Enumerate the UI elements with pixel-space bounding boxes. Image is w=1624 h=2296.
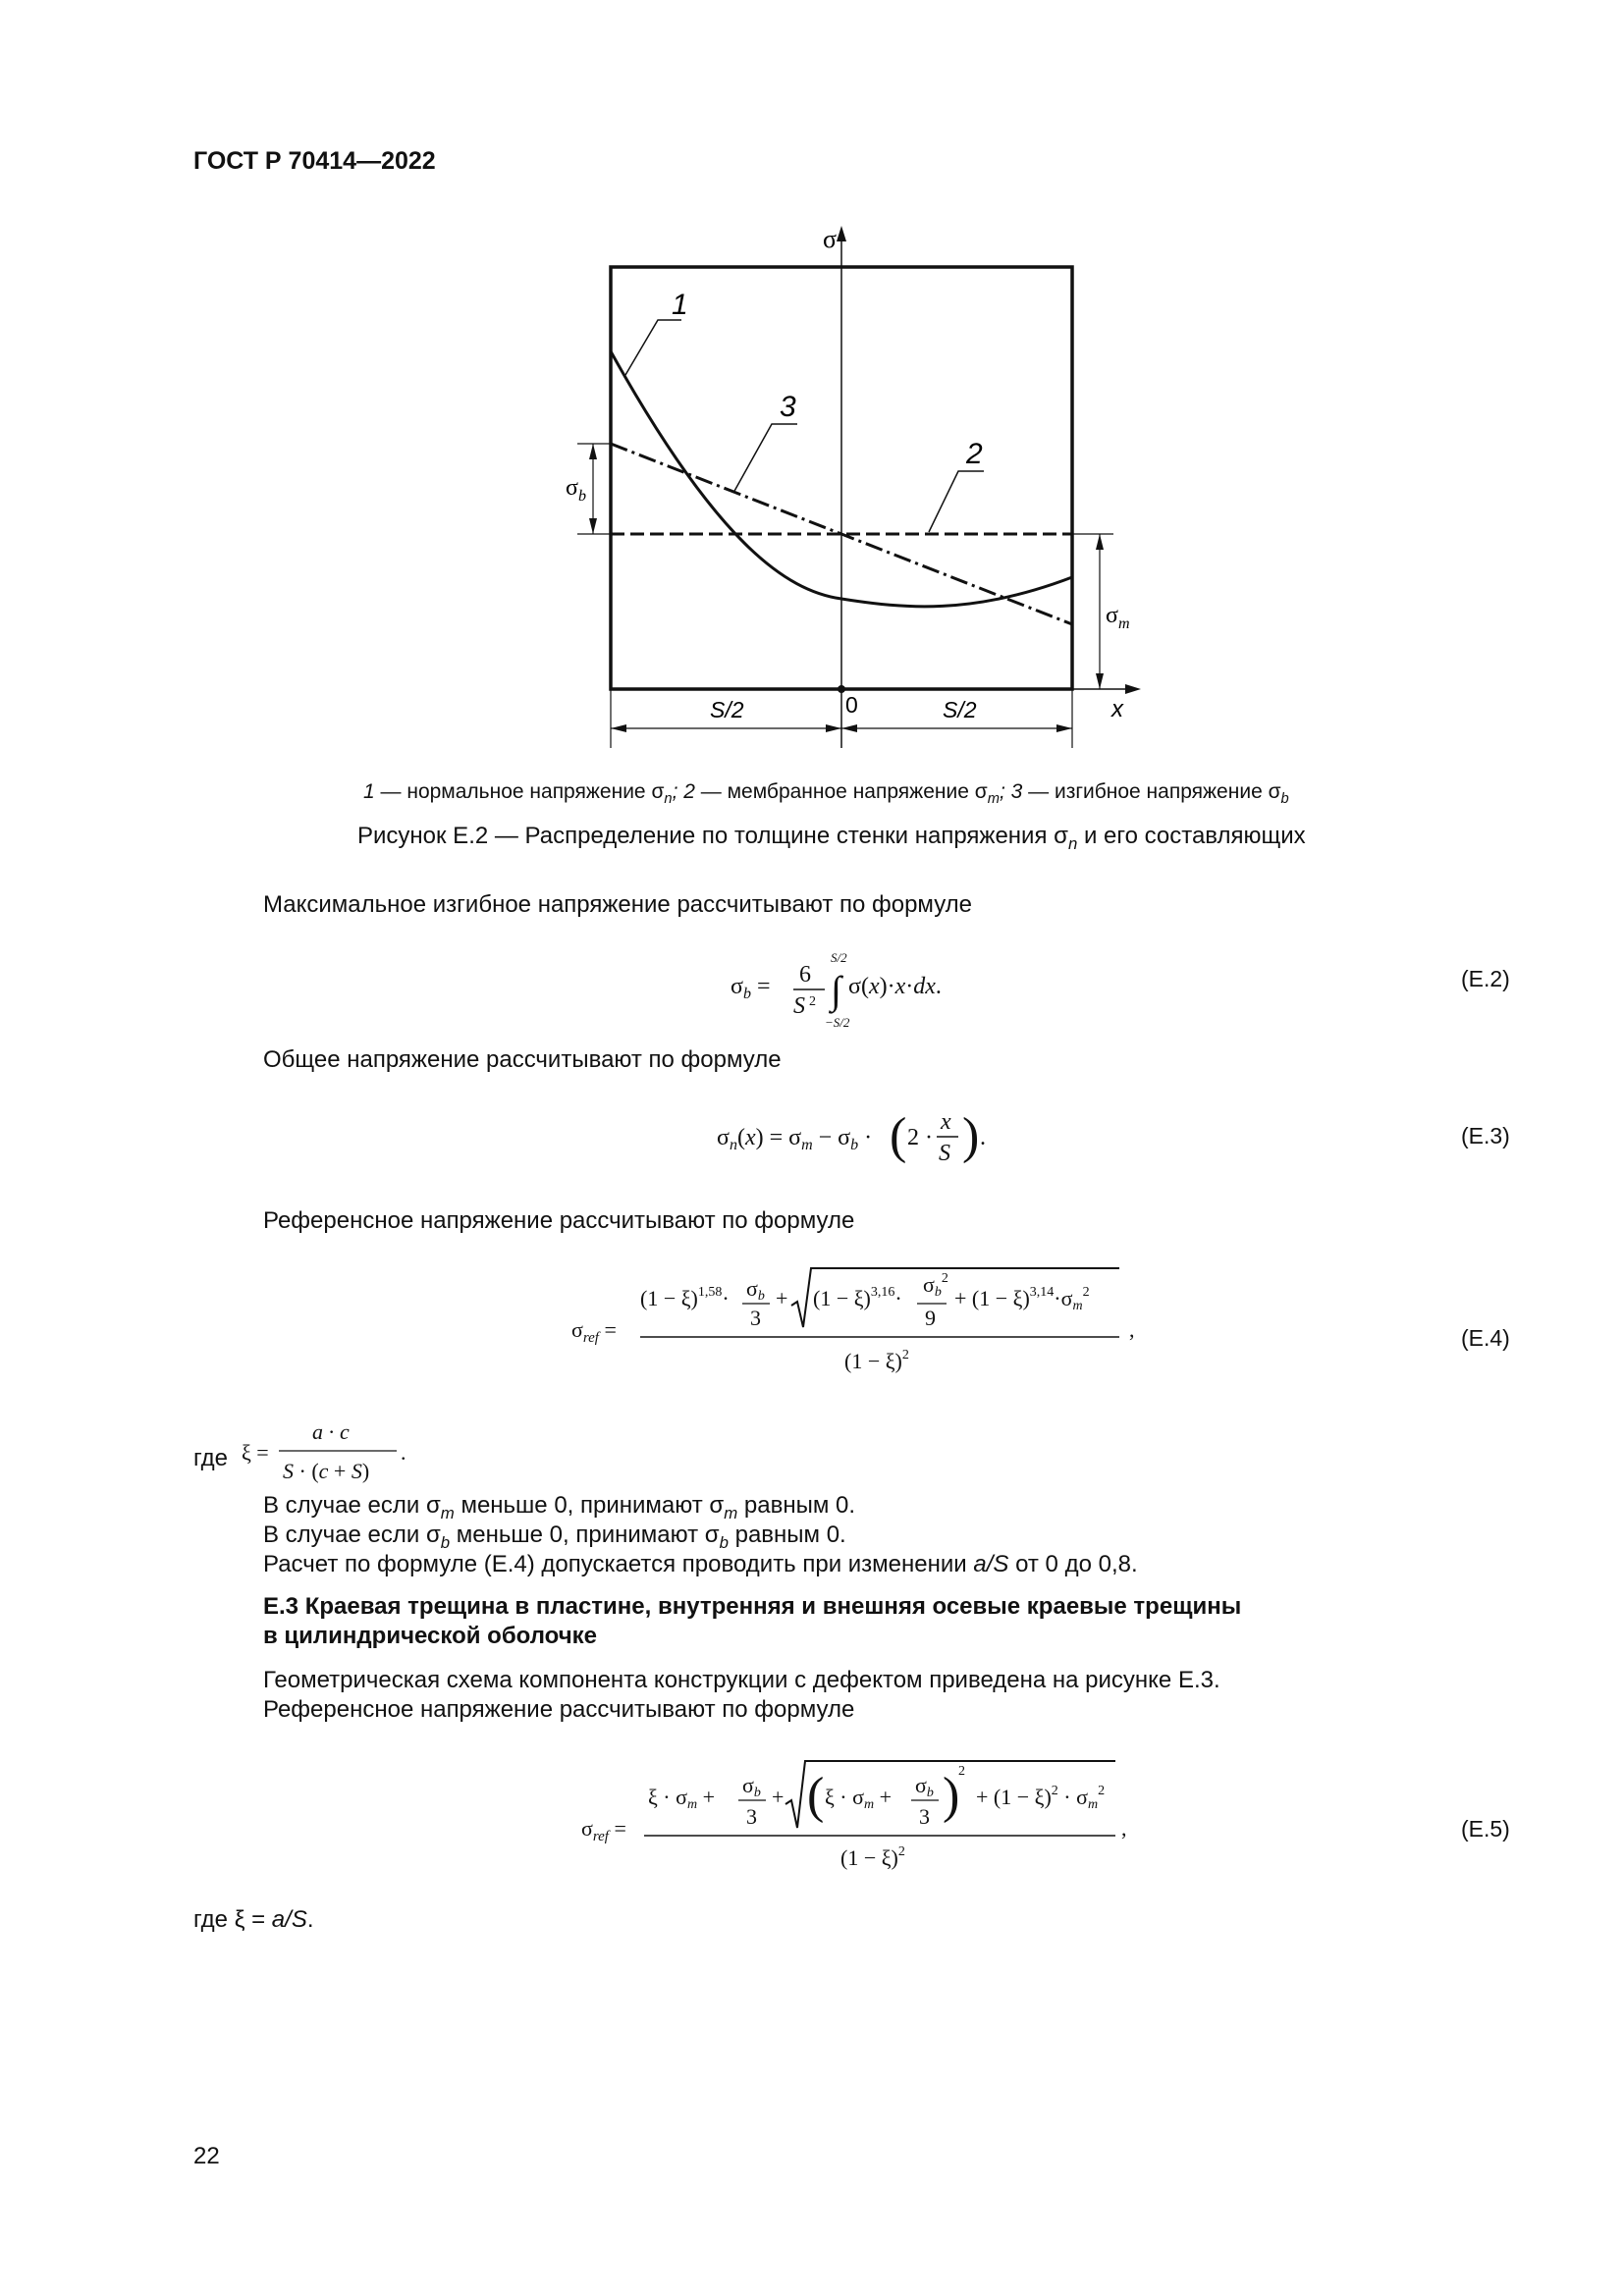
figure-legend: 1 — нормальное напряжение $\sigma_n$; 2 — мембранное напряжение $\sigma_m$; 3 — изгибное напряжение $\sigma_b$ bbox=[363, 780, 1289, 808]
svg-text:,: , bbox=[1121, 1816, 1127, 1841]
origin-label: 0 bbox=[845, 692, 858, 718]
equation-number-e5: (Е.5) bbox=[1461, 1816, 1510, 1842]
svg-text:.: . bbox=[401, 1440, 406, 1465]
equation-e3 bbox=[715, 1099, 1009, 1178]
sigma-b-label: $\sigma_b$ bbox=[566, 475, 586, 505]
svg-text:σb2: $\sigma b^2$ bbox=[923, 1271, 948, 1300]
svg-text:−S/2: −S/2 bbox=[825, 1015, 850, 1030]
svg-text:σb: σb bbox=[915, 1773, 934, 1800]
svg-text:.: . bbox=[980, 1125, 986, 1150]
svg-text:S: S bbox=[793, 993, 805, 1019]
sigma-axis-arrow bbox=[837, 226, 846, 241]
paragraph-geometry: Геометрическая схема компонента конструкции с дефектом приведена на рисунке Е.3. bbox=[263, 1667, 1220, 1693]
svg-text:σ(x)·x·dx.: σ(x)·x·dx. bbox=[848, 974, 942, 999]
paragraph-bending: Максимальное изгибное напряжение рассчитывают по формуле bbox=[263, 891, 973, 918]
svg-text:σb: σb bbox=[742, 1773, 761, 1800]
svg-text:ξ · σm +: ξ · σm + bbox=[648, 1785, 716, 1812]
svg-text:(1 − ξ)2: $(1 - \xi)^2$ bbox=[840, 1844, 905, 1870]
svg-text:+: + bbox=[772, 1785, 785, 1809]
svg-text:(: ( bbox=[807, 1768, 825, 1824]
svg-text:ξ · σm +: ξ · σm + bbox=[825, 1785, 893, 1812]
svg-text:): ) bbox=[943, 1768, 960, 1824]
svg-text:∫: ∫ bbox=[831, 968, 841, 1012]
condition-sigma-b: В случае если $\sigma_b$ меньше 0, принимают $\sigma_b$ равным 0. bbox=[263, 1522, 846, 1552]
svg-text:c: c bbox=[340, 1419, 350, 1444]
svg-text:x: x bbox=[941, 1109, 951, 1135]
equation-number-e4: (Е.4) bbox=[1461, 1325, 1510, 1351]
svg-text:S/2: S/2 bbox=[831, 950, 847, 965]
svg-text:(1 − ξ)1,58·: $(1 - \xi)^{1,58}\cdot$ bbox=[640, 1285, 730, 1310]
x-axis-arrow bbox=[1125, 684, 1141, 694]
svg-text:2: 2 bbox=[809, 994, 816, 1009]
svg-text:(: ( bbox=[890, 1108, 907, 1164]
x-axis-label: x bbox=[1111, 696, 1123, 722]
svg-text:σb =: $\sigma_b$ = bbox=[731, 974, 771, 1002]
equation-e5 bbox=[579, 1745, 1149, 1873]
equation-e2 bbox=[727, 948, 1001, 1037]
svg-text:+: + bbox=[776, 1286, 788, 1310]
curve3-label: 3 bbox=[780, 391, 796, 423]
svg-text:S · (c + S): S · (c + S) bbox=[283, 1459, 370, 1483]
svg-text:σn(x) = σm − σb ·: $\sigma_n(x) = \sigma_m - \sigma_b$ · bbox=[717, 1125, 873, 1153]
where-label-2: где ξ = a/S. bbox=[193, 1906, 314, 1933]
svg-text:σref =: $\sigma_{ref}$ = bbox=[581, 1816, 626, 1844]
dim-left-label: S/2 bbox=[710, 697, 744, 722]
equation-e4 bbox=[569, 1256, 1159, 1384]
dim-right-label: S/2 bbox=[943, 697, 977, 722]
svg-text:(1 − ξ)3,16·: $(1 - \xi)^{3,16}\cdot$ bbox=[813, 1285, 902, 1310]
svg-text:2: 2 bbox=[958, 1764, 965, 1779]
svg-text:a: a bbox=[312, 1419, 323, 1444]
paragraph-reference: Референсное напряжение рассчитывают по формуле bbox=[263, 1207, 855, 1234]
svg-text:3: 3 bbox=[919, 1804, 930, 1829]
svg-text:3: 3 bbox=[746, 1804, 757, 1829]
sigma-axis-label: σ bbox=[823, 225, 838, 253]
equation-xi bbox=[240, 1414, 416, 1492]
svg-text:): ) bbox=[962, 1108, 980, 1164]
section-heading-e3: Е.3 Краевая трещина в пластине, внутренняя и внешняя осевые краевые трещины в цилиндрической оболочке bbox=[263, 1593, 1242, 1649]
svg-text:σb: σb bbox=[746, 1276, 765, 1304]
svg-text:ξ =: ξ = bbox=[242, 1440, 269, 1465]
document-code: ГОСТ Р 70414—2022 bbox=[193, 147, 436, 175]
svg-text:3: 3 bbox=[750, 1306, 761, 1330]
condition-range: Расчет по формуле (Е.4) допускается проводить при изменении a/S от 0 до 0,8. bbox=[263, 1551, 1138, 1577]
svg-text:9: 9 bbox=[925, 1306, 936, 1330]
condition-sigma-m: В случае если $\sigma_m$ меньше 0, принимают $\sigma_m$ равным 0. bbox=[263, 1492, 856, 1522]
svg-text:(1 − ξ)2: $(1 - \xi)^2$ bbox=[844, 1348, 909, 1373]
paragraph-reference-2: Референсное напряжение рассчитывают по формуле bbox=[263, 1696, 855, 1723]
svg-text:6: 6 bbox=[799, 962, 811, 988]
svg-text:+ (1 − ξ)2 · σm2: + $(1 - \xi)^2 \cdot \sigma m^2$ bbox=[976, 1784, 1106, 1812]
equation-number-e3: (Е.3) bbox=[1461, 1123, 1510, 1148]
svg-text:2 ·: 2 · bbox=[907, 1125, 933, 1150]
svg-text:,: , bbox=[1129, 1317, 1135, 1342]
svg-text:·: · bbox=[328, 1419, 336, 1444]
stress-distribution-figure bbox=[550, 218, 1159, 748]
where-label-1: где bbox=[193, 1445, 229, 1471]
curve1-label: 1 bbox=[672, 289, 688, 321]
curve2-label: 2 bbox=[966, 438, 983, 470]
figure-title: Рисунок Е.2 — Распределение по толщине стенки напряжения $\sigma_n$ и его составляющих bbox=[357, 823, 1306, 853]
svg-text:S: S bbox=[939, 1141, 950, 1166]
sigma-m-label: $\sigma_m$ bbox=[1106, 603, 1130, 632]
svg-text:+ (1 − ξ)3,14·σm2: + $(1 - \xi)^{3,14}\cdot\sigma m^2$ bbox=[954, 1285, 1090, 1313]
page-number: 22 bbox=[193, 2143, 220, 2169]
svg-text:σref =: $\sigma_{ref}$ = bbox=[571, 1317, 617, 1346]
paragraph-total: Общее напряжение рассчитывают по формуле bbox=[263, 1046, 782, 1073]
equation-number-e2: (Е.2) bbox=[1461, 966, 1510, 991]
origin-point bbox=[838, 685, 845, 693]
